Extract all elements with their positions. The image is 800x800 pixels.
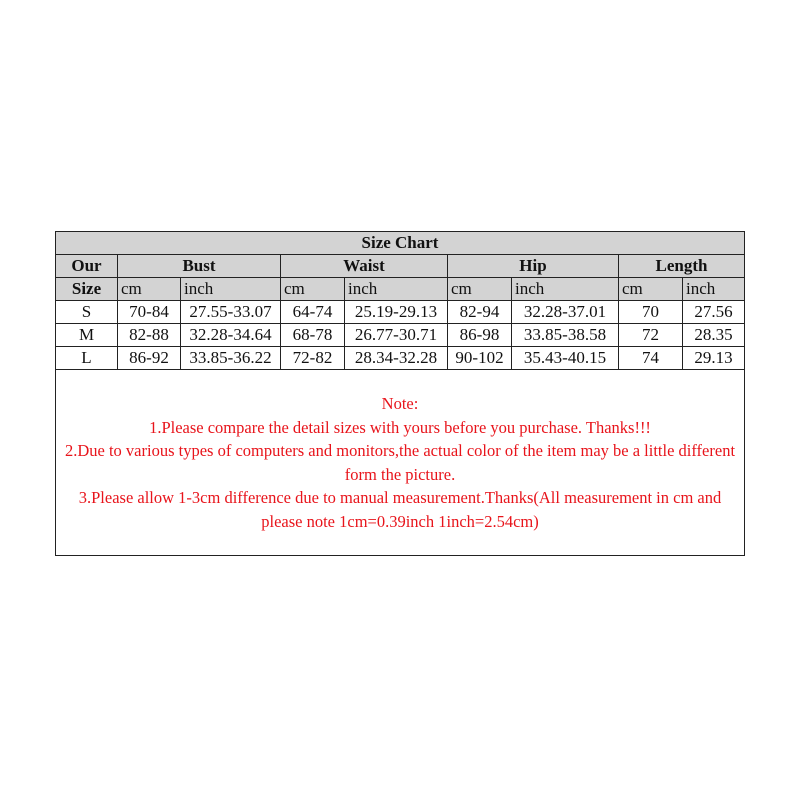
size-cell: L xyxy=(56,347,118,370)
value-cell: 70 xyxy=(619,301,683,324)
value-cell: 68-78 xyxy=(281,324,345,347)
value-cell: 64-74 xyxy=(281,301,345,324)
size-cell: S xyxy=(56,301,118,324)
value-cell: 86-98 xyxy=(448,324,512,347)
unit-header: inch xyxy=(181,278,281,301)
value-cell: 72-82 xyxy=(281,347,345,370)
value-cell: 27.55-33.07 xyxy=(181,301,281,324)
table-row xyxy=(56,347,745,370)
waist-header: Waist xyxy=(281,255,448,278)
note-line: 3.Please allow 1-3cm difference due to manual measurement.Thanks(All measurement in cm and please note 1cm=0.39inch 1inch=2.54cm) xyxy=(78,488,722,531)
unit-header: cm xyxy=(448,278,512,301)
value-cell: 25.19-29.13 xyxy=(345,301,448,324)
value-cell: 35.43-40.15 xyxy=(512,347,619,370)
unit-header: cm xyxy=(281,278,345,301)
value-cell: 33.85-36.22 xyxy=(181,347,281,370)
unit-header: inch xyxy=(683,278,745,301)
size-chart-table xyxy=(55,231,745,556)
value-cell: 82-94 xyxy=(448,301,512,324)
length-header: Length xyxy=(619,255,745,278)
table-title: Size Chart xyxy=(56,232,745,255)
value-cell: 82-88 xyxy=(118,324,181,347)
value-cell: 32.28-34.64 xyxy=(181,324,281,347)
value-cell: 28.34-32.28 xyxy=(345,347,448,370)
value-cell: 70-84 xyxy=(118,301,181,324)
unit-header-row xyxy=(56,278,745,301)
size-cell: M xyxy=(56,324,118,347)
value-cell: 29.13 xyxy=(683,347,745,370)
note-row xyxy=(56,370,745,556)
value-cell: 90-102 xyxy=(448,347,512,370)
value-cell: 28.35 xyxy=(683,324,745,347)
group-header-row xyxy=(56,255,745,278)
table-row xyxy=(56,301,745,324)
table-row xyxy=(56,324,745,347)
unit-header: cm xyxy=(118,278,181,301)
value-cell: 26.77-30.71 xyxy=(345,324,448,347)
bust-header: Bust xyxy=(118,255,281,278)
value-cell: 27.56 xyxy=(683,301,745,324)
note-heading: Note: xyxy=(381,394,419,413)
note-line: 2.Due to various types of computers and monitors,the actual color of the item may be a little different form the picture. xyxy=(64,441,736,484)
note-cell xyxy=(56,370,745,556)
value-cell: 33.85-38.58 xyxy=(512,324,619,347)
title-row xyxy=(56,232,745,255)
note-line: 1.Please compare the detail sizes with yours before you purchase. Thanks!!! xyxy=(149,417,651,437)
our-size-header: Our xyxy=(56,255,118,278)
unit-header: inch xyxy=(345,278,448,301)
value-cell: 72 xyxy=(619,324,683,347)
value-cell: 86-92 xyxy=(118,347,181,370)
unit-header: inch xyxy=(512,278,619,301)
value-cell: 74 xyxy=(619,347,683,370)
hip-header: Hip xyxy=(448,255,619,278)
value-cell: 32.28-37.01 xyxy=(512,301,619,324)
unit-header: cm xyxy=(619,278,683,301)
size-header: Size xyxy=(56,278,118,301)
